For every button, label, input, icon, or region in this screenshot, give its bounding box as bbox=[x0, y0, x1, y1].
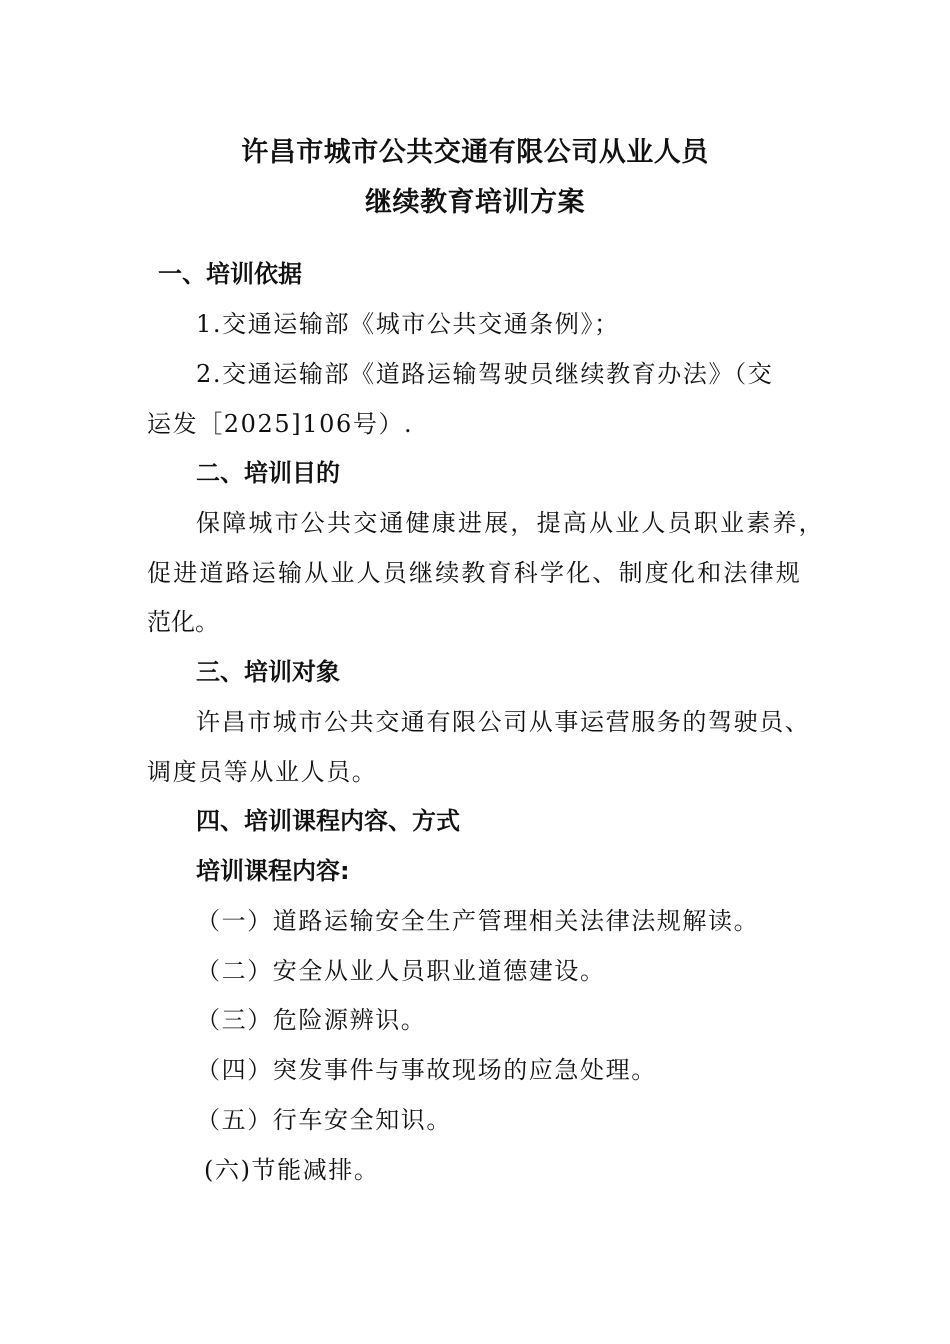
document-title-line-2: 继续教育培训方案 bbox=[365, 187, 585, 218]
purpose-paragraph-line-3: 范化。 bbox=[147, 608, 219, 636]
course-item-4: （四）突发事件与事故现场的应急处理。 bbox=[196, 1056, 657, 1084]
document-title-line-1: 许昌市城市公共交通有限公司从业人员 bbox=[241, 137, 709, 168]
target-paragraph-line-2: 调度员等从业人员。 bbox=[147, 758, 378, 786]
basis-item-2-line-1: 2.交通运输部《道路运输驾驶员继续教育办法》（交 bbox=[196, 360, 774, 388]
section-heading-basis: 一、培训依据 bbox=[158, 260, 302, 288]
basis-item-2-line-2: 运发［2025]106号）. bbox=[147, 410, 414, 438]
section-heading-purpose: 二、培训目的 bbox=[196, 459, 340, 487]
course-content-subheading: 培训课程内容: bbox=[196, 857, 350, 885]
course-item-1: （一）道路运输安全生产管理相关法律法规解读。 bbox=[196, 907, 760, 935]
course-item-2: （二）安全从业人员职业道德建设。 bbox=[196, 957, 606, 985]
purpose-paragraph-line-1: 保障城市公共交通健康进展，提高从业人员职业素养， bbox=[196, 509, 825, 537]
section-heading-target: 三、培训对象 bbox=[196, 658, 340, 686]
section-heading-course: 四、培训课程内容、方式 bbox=[196, 807, 460, 835]
course-item-6: (六)节能减排。 bbox=[204, 1156, 380, 1184]
course-item-3: （三）危险源辨识。 bbox=[196, 1006, 427, 1034]
target-paragraph-line-1: 许昌市城市公共交通有限公司从事运营服务的驾驶员、 bbox=[196, 708, 811, 736]
course-item-5: （五）行车安全知识。 bbox=[196, 1106, 452, 1134]
purpose-paragraph-line-2: 促进道路运输从业人员继续教育科学化、制度化和法律规 bbox=[147, 559, 802, 587]
basis-item-1: 1.交通运输部《城市公共交通条例》； bbox=[196, 310, 620, 338]
